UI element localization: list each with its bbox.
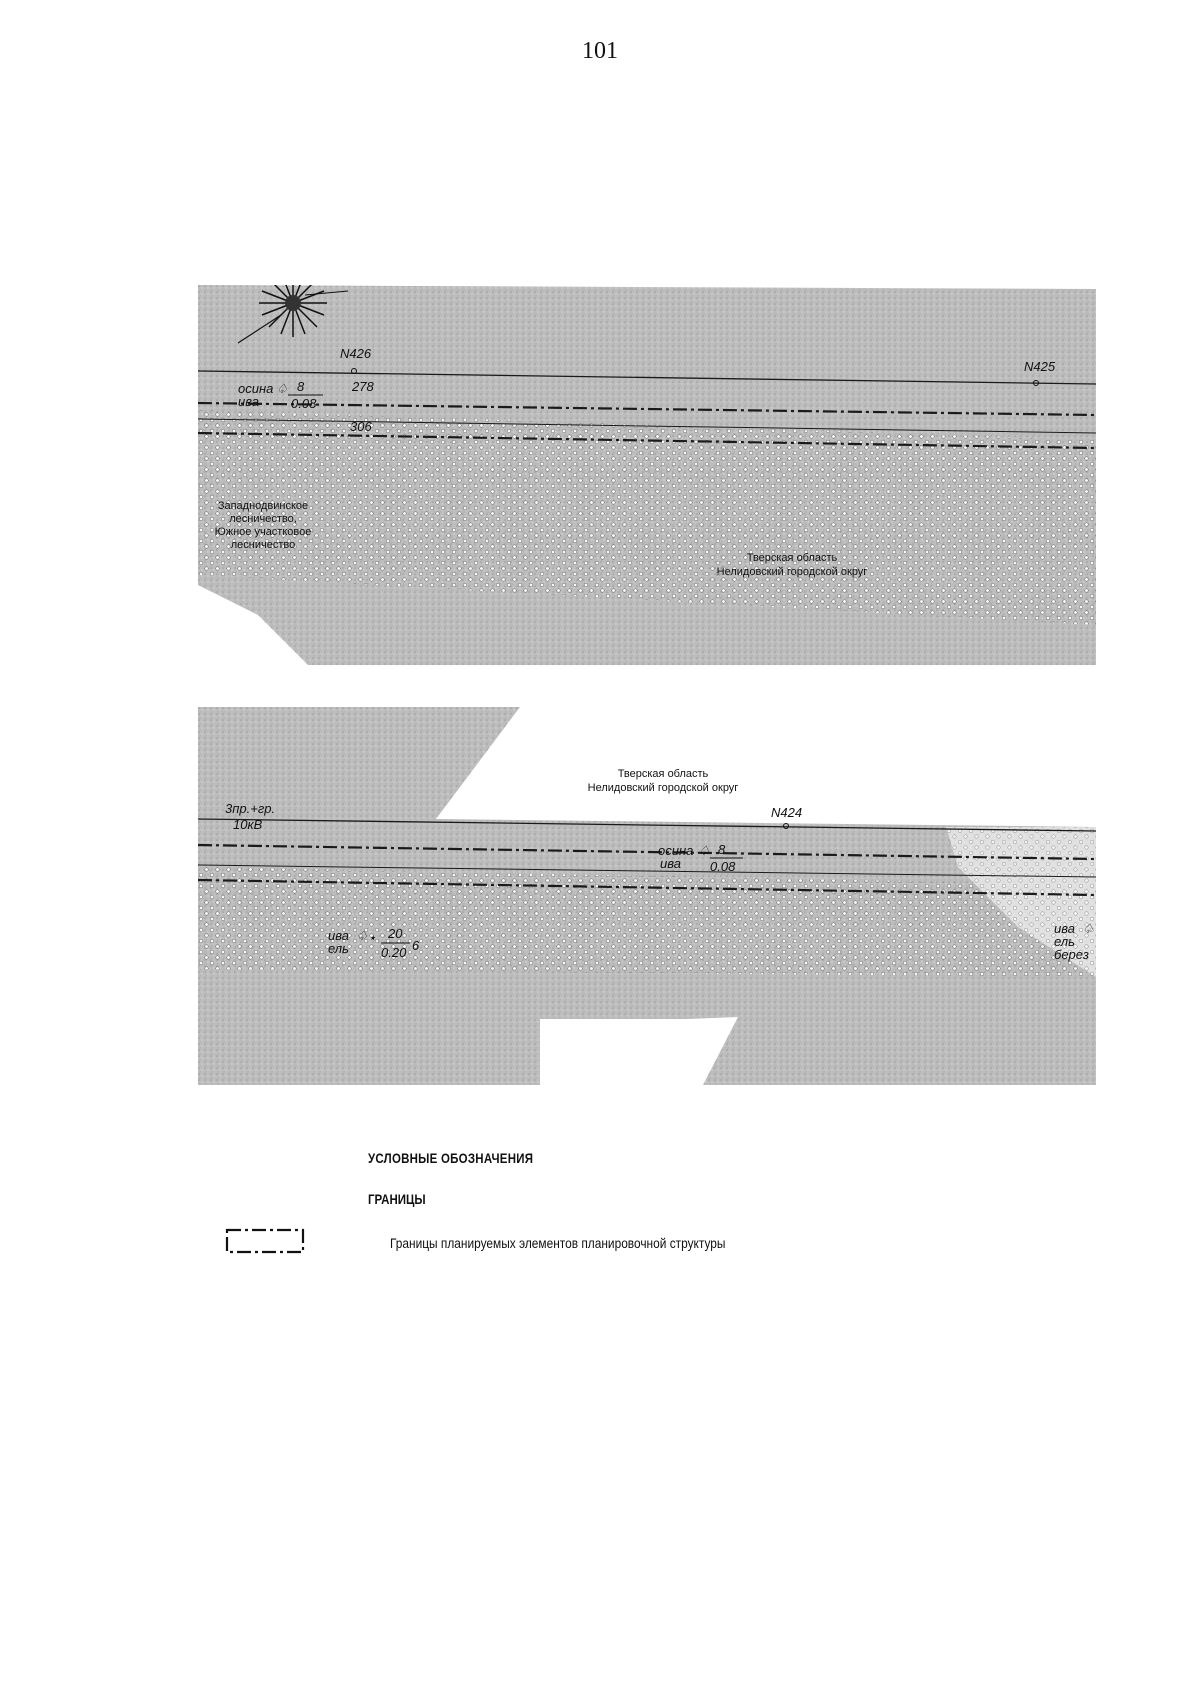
svg-text:ель: ель [1054,934,1075,949]
svg-text:6: 6 [412,938,420,953]
svg-text:лесничество: лесничество [230,539,296,551]
svg-text:N426: N426 [340,346,372,361]
legend-title: УСЛОВНЫЕ ОБОЗНАЧЕНИЯ [368,1150,534,1166]
svg-text:Тверская область: Тверская область [746,552,838,564]
legend-item-label: Границы планируемых элементов планировочной структуры [390,1235,726,1251]
svg-text:8: 8 [297,379,305,394]
svg-text:берез: берез [1054,947,1089,962]
svg-text:N424: N424 [771,805,803,820]
svg-text:0.08: 0.08 [291,396,317,411]
svg-text:10кВ: 10кВ [233,817,263,832]
svg-text:8: 8 [718,842,726,857]
deciduous-tree-icon: ♤ [698,843,710,858]
deciduous-tree-icon: ♤ [1082,921,1094,936]
svg-text:ель: ель [328,941,349,956]
deciduous-tree-icon: ♤ [276,381,288,396]
svg-text:0.08: 0.08 [710,859,736,874]
svg-text:осина: осина [238,381,274,396]
svg-text:N425: N425 [1024,359,1056,374]
svg-text:ива: ива [238,394,259,409]
map-fragment-top [198,285,1096,665]
measure-label: 278 [352,379,374,394]
svg-text:лесничество,: лесничество, [229,513,297,525]
measure-label: 306 [350,419,372,434]
legend-section-title: ГРАНИЦЫ [368,1191,426,1207]
svg-text:ива: ива [1054,921,1075,936]
svg-text:20: 20 [388,926,403,941]
deciduous-tree-icon: ♤ [356,928,368,943]
svg-text:ива: ива [328,928,349,943]
svg-text:Южное участковое: Южное участковое [214,526,312,538]
region-label [588,768,739,794]
map-fragment-bottom [198,707,1096,1085]
conifer-tree-icon: ⋆ [368,930,377,945]
boundary-legend-icon [225,1228,307,1261]
svg-text:осина: осина [658,843,694,858]
svg-text:Тверская область: Тверская область [617,768,709,780]
svg-text:ива: ива [660,856,681,871]
svg-text:Нелидовский городской округ: Нелидовский городской округ [716,566,868,578]
svg-text:3пр.+гр.: 3пр.+гр. [225,801,276,816]
page-number: 101 [582,38,618,64]
svg-text:0.20: 0.20 [381,945,407,960]
svg-text:Западнодвинское: Западнодвинское [217,500,309,512]
svg-text:Нелидовский городской округ: Нелидовский городской округ [587,782,739,794]
dotted-area [198,867,1096,977]
